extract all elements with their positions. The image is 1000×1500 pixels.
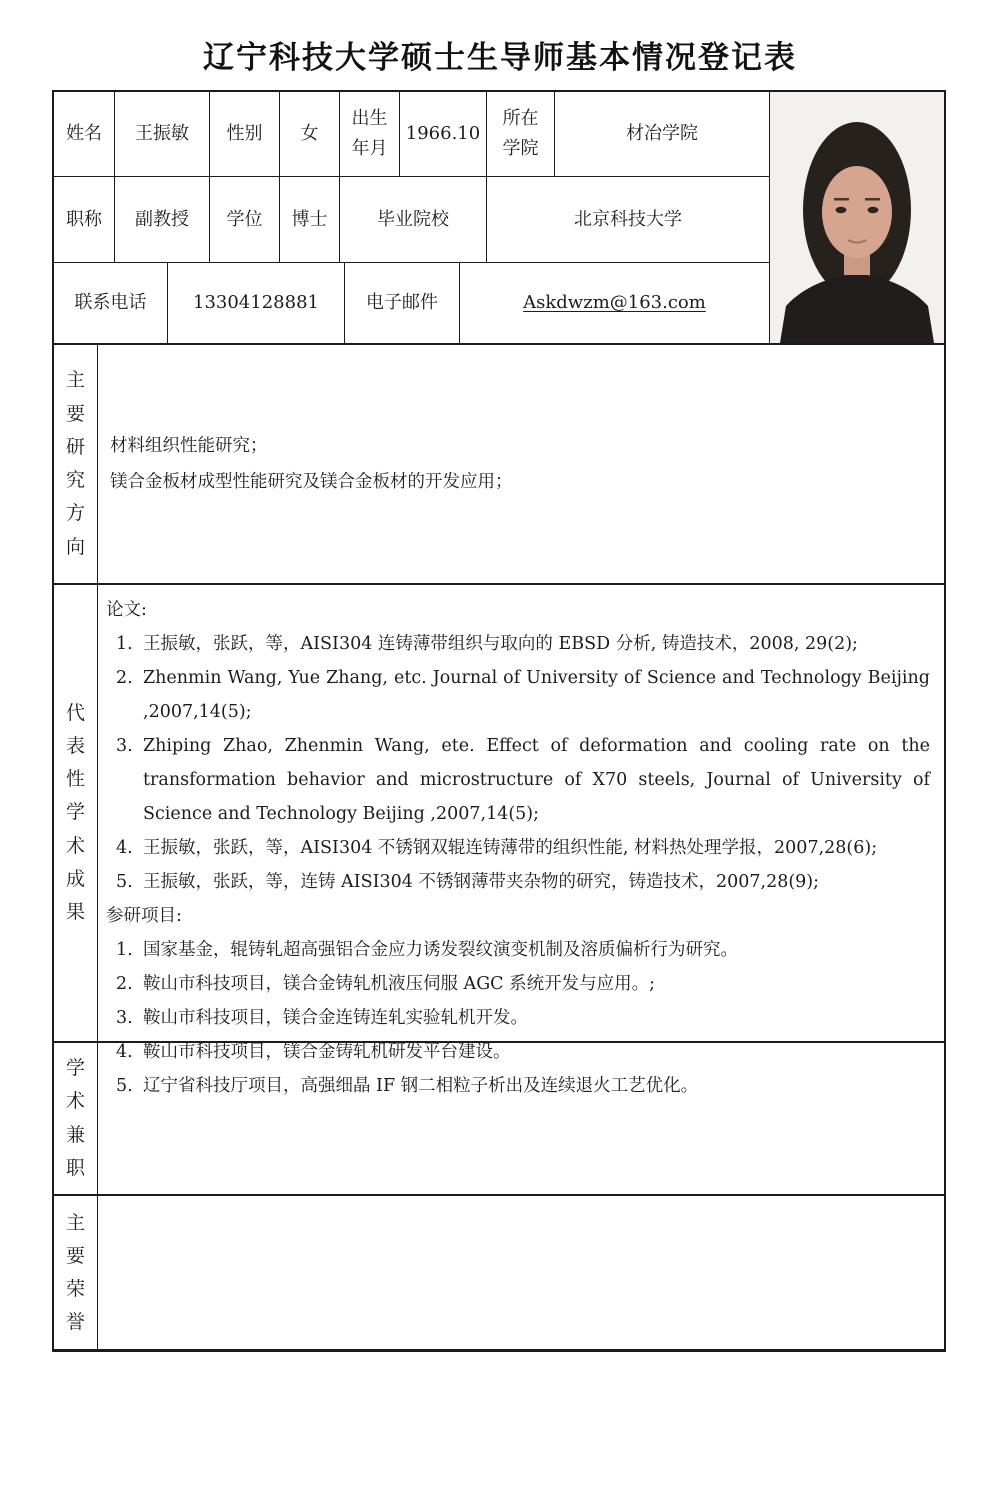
- rank-label-cell: [54, 177, 115, 263]
- paper-text: 王振敏，张跃，等，连铸 AISI304 不锈钢薄带夹杂物的研究，铸造技术，2007,28(9);: [143, 872, 820, 892]
- college-label-cell: [487, 92, 555, 177]
- research-content-cell: [98, 345, 944, 585]
- phone-value: 13304128881: [193, 292, 319, 314]
- name-label: 姓名: [66, 123, 102, 145]
- degree-value-cell: [280, 177, 340, 263]
- rank-value: 副教授: [135, 208, 189, 230]
- positions-label-cell: [54, 1043, 98, 1196]
- phone-value-cell: [168, 263, 345, 345]
- portrait-photo-illustration: [770, 92, 944, 343]
- school-label-cell: [340, 177, 487, 263]
- project-num: 4.: [116, 1042, 133, 1062]
- paper-text: 王振敏，张跃，等，AISI304 连铸薄带组织与取向的 EBSD 分析, 铸造技术，2008, 29(2);: [143, 634, 858, 654]
- paper-num: 1.: [116, 634, 133, 654]
- achievements-label-cell: [54, 585, 98, 1043]
- paper-text: Zhenmin Wang, Yue Zhang, etc. Journal of University of Science and Technology Beijing ,2007,14(5);: [143, 668, 930, 722]
- birth-value-cell: [400, 92, 487, 177]
- paper-num: 5.: [116, 872, 133, 892]
- gender-label-cell: [210, 92, 280, 177]
- paper-item: [106, 865, 930, 899]
- gender-value-cell: [280, 92, 340, 177]
- page-title: 辽宁科技大学硕士生导师基本情况登记表: [203, 40, 797, 76]
- college-value-cell: [555, 92, 770, 177]
- project-num: 2.: [116, 974, 133, 994]
- paper-num: 2.: [116, 668, 133, 688]
- research-label-cell: [54, 345, 98, 585]
- paper-text: 王振敏，张跃，等，AISI304 不锈钢双辊连铸薄带的组织性能, 材料热处理学报，2007,28(6);: [143, 838, 878, 858]
- phone-label-cell: [54, 263, 168, 345]
- degree-value: 博士: [291, 208, 328, 230]
- research-section-label: 主要研究方向: [65, 369, 85, 558]
- projects-heading: 参研项目:: [106, 906, 182, 926]
- positions-section-label: 学术兼职: [65, 1057, 85, 1179]
- project-num: 5.: [116, 1076, 133, 1096]
- paper-item: [106, 661, 930, 729]
- achievements-content-cell: [98, 585, 944, 1096]
- paper-item: [106, 627, 930, 661]
- birth-label: 出生年月: [351, 108, 388, 159]
- project-item: [106, 933, 930, 967]
- research-line-1: 材料组织性能研究；: [110, 436, 268, 456]
- name-value-cell: [115, 92, 210, 177]
- rank-label: 职称: [66, 208, 102, 230]
- project-text: 鞍山市科技项目，镁合金连铸连轧实验轧机开发。: [143, 1008, 528, 1028]
- achievements-section-label: 代表性学术成果: [65, 701, 85, 924]
- name-value: 王振敏: [135, 123, 189, 145]
- honors-content-cell: [98, 1196, 944, 1350]
- research-line-2: 镁合金板材成型性能研究及镁合金板材的开发应用；: [110, 472, 513, 492]
- birth-label-cell: [340, 92, 400, 177]
- paper-num: 3.: [116, 736, 133, 756]
- degree-label-cell: [210, 177, 280, 263]
- portrait-photo: [770, 92, 944, 345]
- paper-item: [106, 729, 930, 831]
- email-value-cell: [460, 263, 770, 345]
- school-value: 北京科技大学: [574, 208, 682, 230]
- gender-label: 性别: [226, 123, 263, 145]
- project-num: 1.: [116, 940, 133, 960]
- project-text: 国家基金，辊铸轧超高强铝合金应力诱发裂纹演变机制及溶质偏析行为研究。: [143, 940, 738, 960]
- email-value: Askdwzm@163.com: [523, 292, 706, 314]
- project-text: 鞍山市科技项目，镁合金铸轧机研发平台建设。: [143, 1042, 511, 1062]
- honors-section-label: 主要荣誉: [65, 1211, 85, 1334]
- rank-value-cell: [115, 177, 210, 263]
- name-label-cell: [54, 92, 115, 177]
- form-table: [52, 90, 946, 1352]
- email-label: 电子邮件: [366, 292, 438, 314]
- project-item: [106, 967, 930, 1001]
- honors-label-cell: [54, 1196, 98, 1350]
- email-label-cell: [345, 263, 460, 345]
- college-label: 所在学院: [502, 108, 539, 159]
- school-value-cell: [487, 177, 770, 263]
- phone-label: 联系电话: [74, 292, 147, 314]
- papers-heading: 论文:: [106, 600, 147, 620]
- project-item: [106, 1001, 930, 1035]
- school-label: 毕业院校: [377, 208, 449, 230]
- paper-text: Zhiping Zhao, Zhenmin Wang, ete. Effect of deformation and cooling rate on the transformation behavior and microstructure of X70 steels, Journal of University of Science and Technology Beijing ,2007,14(5);: [143, 736, 930, 824]
- positions-content-cell: [98, 1043, 944, 1196]
- gender-value: 女: [300, 123, 319, 145]
- degree-label: 学位: [226, 208, 263, 230]
- paper-item: [106, 831, 930, 865]
- project-text: 鞍山市科技项目，镁合金铸轧机液压伺服 AGC 系统开发与应用。;: [143, 974, 656, 994]
- paper-num: 4.: [116, 838, 133, 858]
- birth-value: 1966.10: [405, 123, 481, 145]
- project-num: 3.: [116, 1008, 133, 1028]
- project-text: 辽宁省科技厅项目，高强细晶 IF 钢二相粒子析出及连续退火工艺优化。: [143, 1076, 699, 1096]
- college-value: 材冶学院: [626, 123, 698, 145]
